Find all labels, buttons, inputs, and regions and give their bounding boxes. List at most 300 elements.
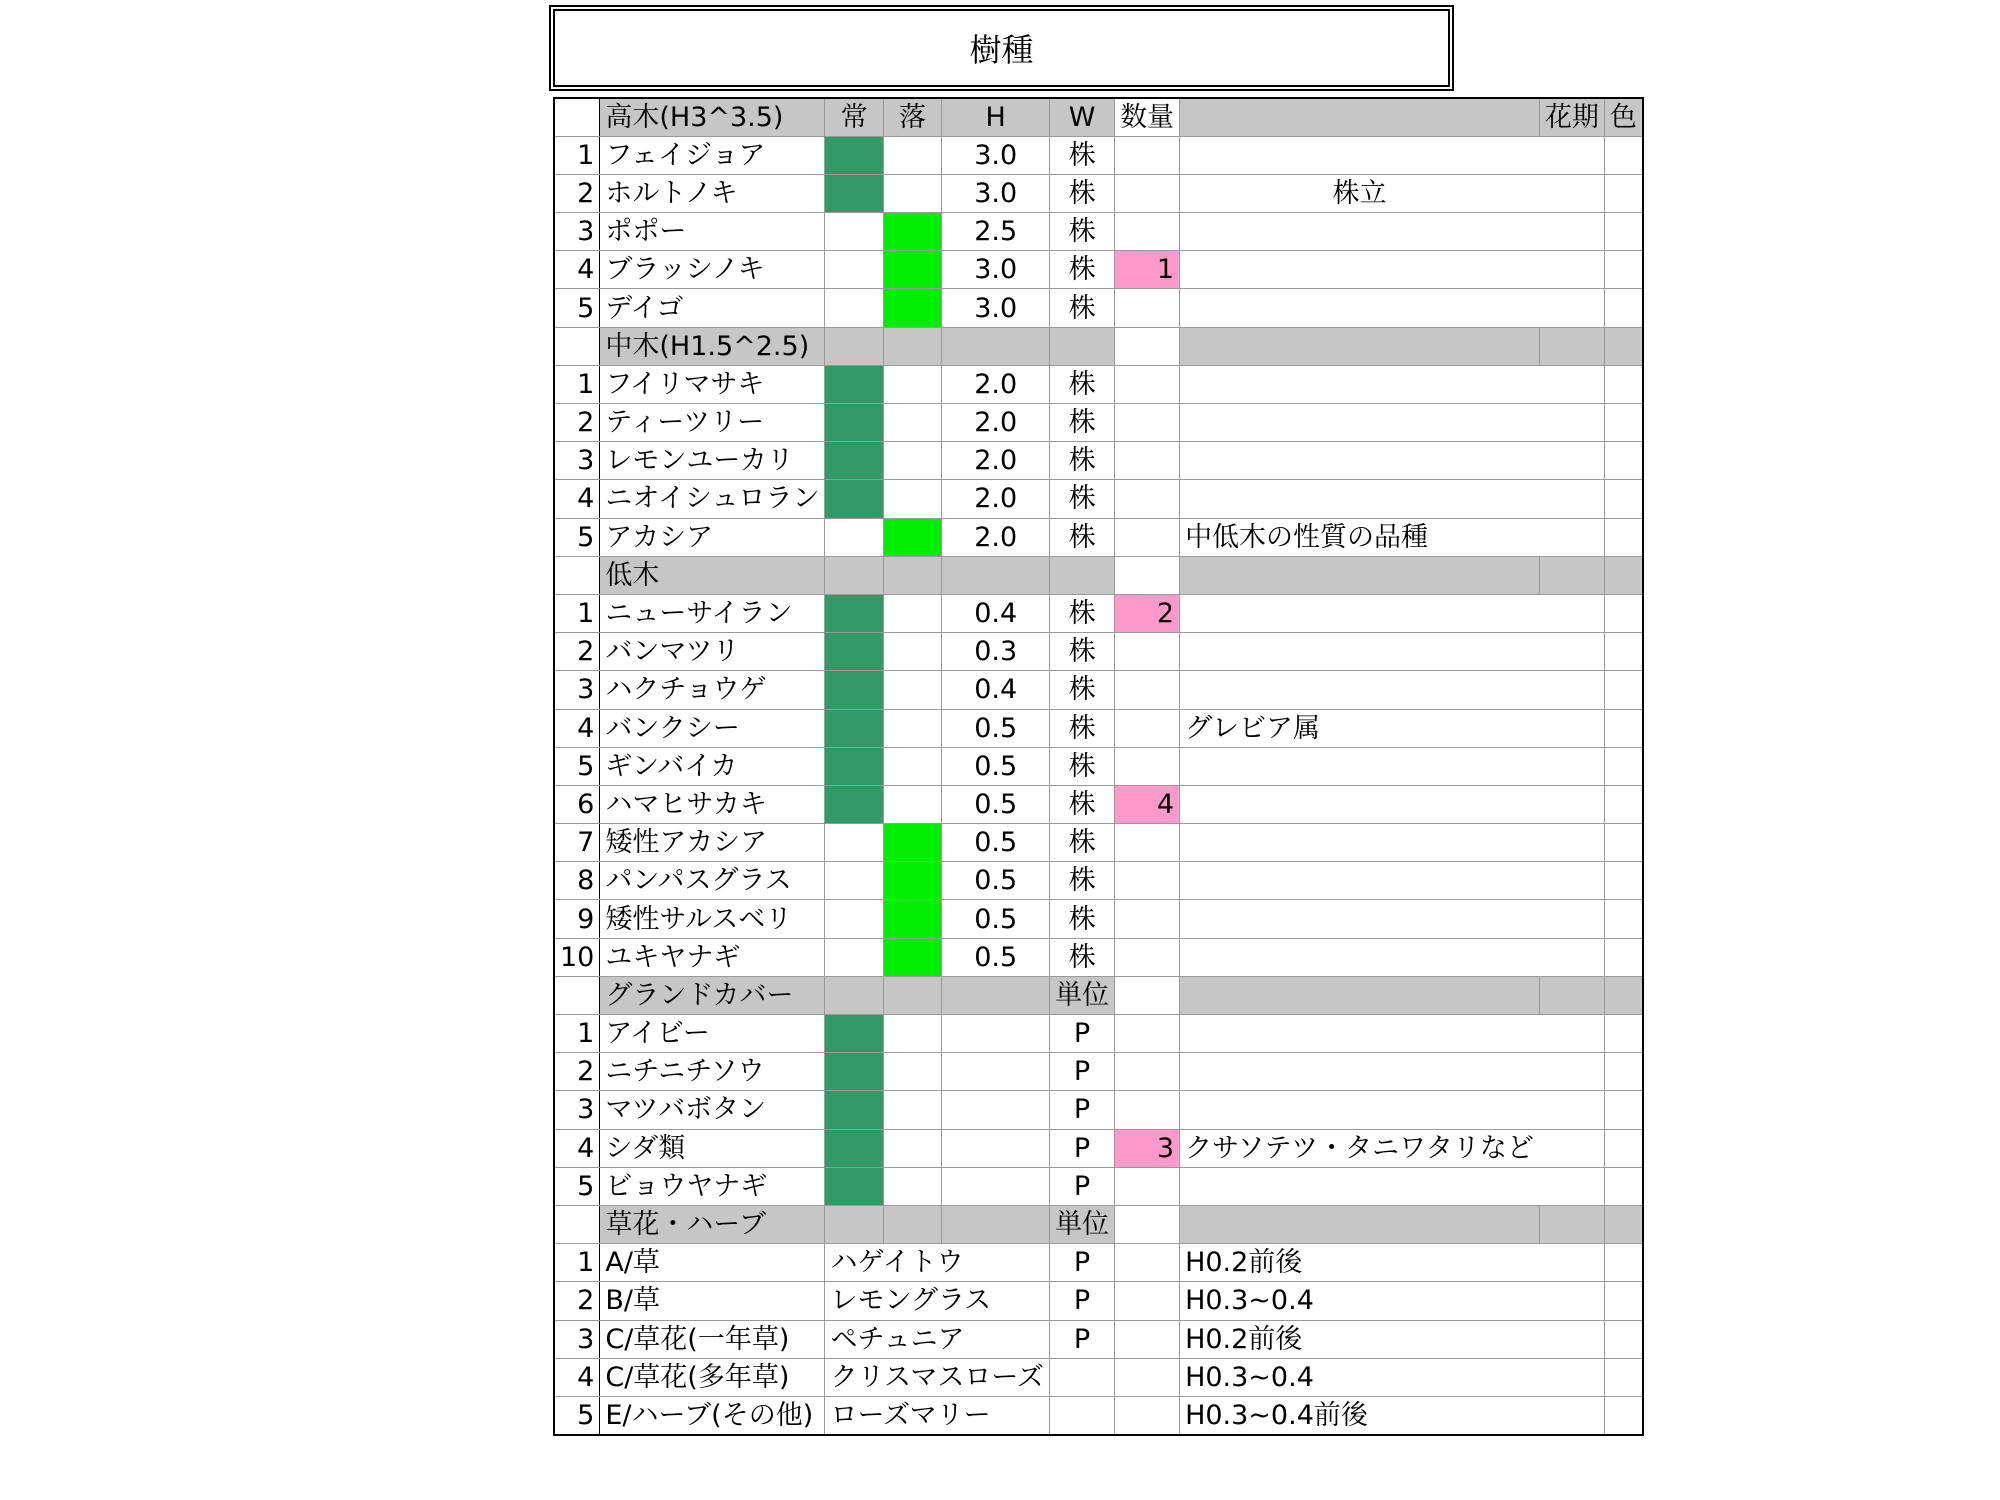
quantity-cell[interactable] bbox=[1115, 365, 1180, 403]
quantity-cell[interactable] bbox=[1115, 709, 1180, 747]
variety-cell[interactable]: ペチュニア bbox=[825, 1320, 1050, 1358]
color-cell[interactable] bbox=[1604, 1358, 1643, 1396]
color-cell[interactable] bbox=[1604, 1167, 1643, 1205]
quantity-cell[interactable] bbox=[1115, 1320, 1180, 1358]
section-name-cell[interactable]: 中木(H1.5^2.5) bbox=[600, 327, 825, 365]
note-cell[interactable] bbox=[1180, 1320, 1540, 1358]
deciduous-header-cell[interactable] bbox=[883, 1205, 941, 1243]
deciduous-cell[interactable] bbox=[883, 785, 941, 823]
note-cell[interactable] bbox=[1180, 1091, 1540, 1129]
quantity-cell[interactable] bbox=[1115, 1358, 1180, 1396]
quantity-cell[interactable] bbox=[1115, 938, 1180, 976]
plant-name-cell[interactable]: ニチニチソウ bbox=[600, 1053, 825, 1091]
row-number-cell[interactable]: 4 bbox=[554, 709, 600, 747]
height-header-cell[interactable]: H bbox=[942, 98, 1050, 136]
unit-cell[interactable] bbox=[1050, 1358, 1115, 1396]
quantity-cell[interactable] bbox=[1115, 442, 1180, 480]
bloom-cell[interactable] bbox=[1539, 365, 1604, 403]
color-cell[interactable] bbox=[1604, 442, 1643, 480]
quantity-header-cell[interactable] bbox=[1115, 556, 1180, 594]
row-number-cell[interactable]: 4 bbox=[554, 480, 600, 518]
deciduous-cell[interactable] bbox=[883, 671, 941, 709]
deciduous-cell[interactable] bbox=[883, 251, 941, 289]
deciduous-cell[interactable] bbox=[883, 1129, 941, 1167]
row-number-cell[interactable]: 4 bbox=[554, 1358, 600, 1396]
deciduous-cell[interactable] bbox=[883, 1053, 941, 1091]
evergreen-cell[interactable] bbox=[825, 404, 883, 442]
index-cell[interactable] bbox=[554, 1205, 600, 1243]
quantity-header-cell[interactable]: 数量 bbox=[1115, 98, 1180, 136]
note-header-cell[interactable] bbox=[1180, 556, 1540, 594]
note-cell[interactable] bbox=[1180, 1053, 1540, 1091]
quantity-cell[interactable] bbox=[1115, 480, 1180, 518]
plant-name-cell[interactable]: ティーツリー bbox=[600, 404, 825, 442]
bloom-cell[interactable] bbox=[1539, 442, 1604, 480]
evergreen-cell[interactable] bbox=[825, 174, 883, 212]
width-cell[interactable]: 株 bbox=[1050, 671, 1115, 709]
height-header-cell[interactable] bbox=[942, 976, 1050, 1014]
width-cell[interactable]: 株 bbox=[1050, 862, 1115, 900]
row-number-cell[interactable]: 5 bbox=[554, 747, 600, 785]
variety-cell[interactable]: ハゲイトウ bbox=[825, 1244, 1050, 1282]
note-cell[interactable] bbox=[1180, 480, 1540, 518]
color-cell[interactable] bbox=[1604, 671, 1643, 709]
unit-cell[interactable]: P bbox=[1050, 1244, 1115, 1282]
evergreen-cell[interactable] bbox=[825, 900, 883, 938]
quantity-cell[interactable] bbox=[1115, 1053, 1180, 1091]
height-cell[interactable]: 0.5 bbox=[942, 785, 1050, 823]
color-cell[interactable] bbox=[1604, 518, 1643, 556]
unit-header-cell[interactable]: 単位 bbox=[1050, 1205, 1115, 1243]
bloom-cell[interactable] bbox=[1539, 1129, 1604, 1167]
unit-header-cell[interactable]: 単位 bbox=[1050, 976, 1115, 1014]
deciduous-cell[interactable] bbox=[883, 213, 941, 251]
color-cell[interactable] bbox=[1604, 213, 1643, 251]
note-cell[interactable] bbox=[1180, 1129, 1540, 1167]
width-cell[interactable]: 株 bbox=[1050, 213, 1115, 251]
quantity-cell[interactable] bbox=[1115, 824, 1180, 862]
bloom-cell[interactable] bbox=[1539, 174, 1604, 212]
bloom-cell[interactable] bbox=[1539, 136, 1604, 174]
color-cell[interactable] bbox=[1604, 365, 1643, 403]
row-number-cell[interactable]: 8 bbox=[554, 862, 600, 900]
bloom-cell[interactable] bbox=[1539, 1396, 1604, 1434]
color-cell[interactable] bbox=[1604, 709, 1643, 747]
height-cell[interactable]: 0.5 bbox=[942, 900, 1050, 938]
row-number-cell[interactable]: 9 bbox=[554, 900, 600, 938]
color-cell[interactable] bbox=[1604, 1129, 1643, 1167]
height-cell[interactable]: 0.5 bbox=[942, 747, 1050, 785]
width-header-cell[interactable]: W bbox=[1050, 98, 1115, 136]
plant-name-cell[interactable]: レモンユーカリ bbox=[600, 442, 825, 480]
height-cell[interactable] bbox=[942, 1129, 1050, 1167]
note-cell[interactable] bbox=[1180, 594, 1540, 632]
evergreen-cell[interactable] bbox=[825, 633, 883, 671]
height-cell[interactable]: 2.0 bbox=[942, 518, 1050, 556]
section-name-cell[interactable]: 低木 bbox=[600, 556, 825, 594]
note-cell[interactable] bbox=[1180, 900, 1540, 938]
height-cell[interactable]: 3.0 bbox=[942, 174, 1050, 212]
width-cell[interactable]: 株 bbox=[1050, 251, 1115, 289]
note-cell[interactable] bbox=[1180, 862, 1540, 900]
plant-name-cell[interactable]: 矮性サルスベリ bbox=[600, 900, 825, 938]
deciduous-cell[interactable] bbox=[883, 1091, 941, 1129]
width-cell[interactable]: 株 bbox=[1050, 709, 1115, 747]
deciduous-header-cell[interactable] bbox=[883, 976, 941, 1014]
plant-name-cell[interactable]: E/ハーブ(その他) bbox=[600, 1396, 825, 1434]
row-number-cell[interactable]: 1 bbox=[554, 1015, 600, 1053]
plant-name-cell[interactable]: アカシア bbox=[600, 518, 825, 556]
color-cell[interactable] bbox=[1604, 1282, 1643, 1320]
color-cell[interactable] bbox=[1604, 1244, 1643, 1282]
color-header-cell[interactable] bbox=[1604, 976, 1643, 1014]
evergreen-header-cell[interactable]: 常 bbox=[825, 98, 883, 136]
row-number-cell[interactable]: 5 bbox=[554, 289, 600, 327]
color-cell[interactable] bbox=[1604, 289, 1643, 327]
deciduous-cell[interactable] bbox=[883, 747, 941, 785]
color-cell[interactable] bbox=[1604, 404, 1643, 442]
evergreen-cell[interactable] bbox=[825, 824, 883, 862]
width-cell[interactable]: 株 bbox=[1050, 594, 1115, 632]
note-cell[interactable] bbox=[1180, 251, 1540, 289]
quantity-cell[interactable] bbox=[1115, 213, 1180, 251]
note-cell[interactable] bbox=[1180, 1358, 1540, 1396]
evergreen-cell[interactable] bbox=[825, 671, 883, 709]
note-cell[interactable] bbox=[1180, 442, 1540, 480]
width-cell[interactable]: 株 bbox=[1050, 938, 1115, 976]
bloom-cell[interactable] bbox=[1539, 1320, 1604, 1358]
plant-name-cell[interactable]: C/草花(多年草) bbox=[600, 1358, 825, 1396]
plant-name-cell[interactable]: ニオイシュロラン bbox=[600, 480, 825, 518]
width-cell[interactable]: 株 bbox=[1050, 747, 1115, 785]
bloom-cell[interactable] bbox=[1539, 251, 1604, 289]
quantity-cell[interactable] bbox=[1115, 1167, 1180, 1205]
row-number-cell[interactable]: 3 bbox=[554, 1091, 600, 1129]
row-number-cell[interactable]: 4 bbox=[554, 251, 600, 289]
evergreen-cell[interactable] bbox=[825, 442, 883, 480]
height-header-cell[interactable] bbox=[942, 327, 1050, 365]
deciduous-cell[interactable] bbox=[883, 289, 941, 327]
bloom-cell[interactable] bbox=[1539, 900, 1604, 938]
note-cell[interactable] bbox=[1180, 785, 1540, 823]
index-cell[interactable] bbox=[554, 98, 600, 136]
color-header-cell[interactable]: 色 bbox=[1604, 98, 1643, 136]
height-cell[interactable]: 2.0 bbox=[942, 404, 1050, 442]
deciduous-cell[interactable] bbox=[883, 518, 941, 556]
width-cell[interactable]: 株 bbox=[1050, 442, 1115, 480]
row-number-cell[interactable]: 1 bbox=[554, 594, 600, 632]
note-cell[interactable] bbox=[1180, 938, 1540, 976]
note-cell[interactable] bbox=[1180, 365, 1540, 403]
height-cell[interactable] bbox=[942, 1053, 1050, 1091]
width-cell[interactable]: 株 bbox=[1050, 480, 1115, 518]
color-cell[interactable] bbox=[1604, 1396, 1643, 1434]
variety-cell[interactable]: レモングラス bbox=[825, 1282, 1050, 1320]
plant-name-cell[interactable]: アイビー bbox=[600, 1015, 825, 1053]
width-cell[interactable]: P bbox=[1050, 1129, 1115, 1167]
color-cell[interactable] bbox=[1604, 1091, 1643, 1129]
note-cell[interactable] bbox=[1180, 136, 1540, 174]
evergreen-cell[interactable] bbox=[825, 289, 883, 327]
index-cell[interactable] bbox=[554, 976, 600, 1014]
height-cell[interactable]: 3.0 bbox=[942, 251, 1050, 289]
plant-name-cell[interactable]: デイゴ bbox=[600, 289, 825, 327]
section-name-cell[interactable]: 高木(H3^3.5) bbox=[600, 98, 825, 136]
bloom-cell[interactable] bbox=[1539, 1244, 1604, 1282]
bloom-cell[interactable] bbox=[1539, 1053, 1604, 1091]
note-header-cell[interactable] bbox=[1180, 98, 1540, 136]
note-cell[interactable] bbox=[1180, 1167, 1540, 1205]
deciduous-cell[interactable] bbox=[883, 900, 941, 938]
evergreen-cell[interactable] bbox=[825, 213, 883, 251]
bloom-header-cell[interactable] bbox=[1539, 327, 1604, 365]
evergreen-cell[interactable] bbox=[825, 1015, 883, 1053]
note-cell[interactable] bbox=[1180, 747, 1540, 785]
width-cell[interactable]: P bbox=[1050, 1053, 1115, 1091]
plant-name-cell[interactable]: ホルトノキ bbox=[600, 174, 825, 212]
plant-name-cell[interactable]: C/草花(一年草) bbox=[600, 1320, 825, 1358]
note-cell[interactable] bbox=[1180, 289, 1540, 327]
index-cell[interactable] bbox=[554, 556, 600, 594]
bloom-header-cell[interactable]: 花期 bbox=[1539, 98, 1604, 136]
bloom-cell[interactable] bbox=[1539, 404, 1604, 442]
color-header-cell[interactable] bbox=[1604, 556, 1643, 594]
plant-name-cell[interactable]: ハマヒサカキ bbox=[600, 785, 825, 823]
plant-name-cell[interactable]: ニューサイラン bbox=[600, 594, 825, 632]
width-cell[interactable]: 株 bbox=[1050, 136, 1115, 174]
unit-header-cell[interactable] bbox=[1050, 327, 1115, 365]
quantity-cell[interactable] bbox=[1115, 289, 1180, 327]
color-cell[interactable] bbox=[1604, 1320, 1643, 1358]
row-number-cell[interactable]: 5 bbox=[554, 518, 600, 556]
evergreen-cell[interactable] bbox=[825, 365, 883, 403]
deciduous-cell[interactable] bbox=[883, 633, 941, 671]
bloom-cell[interactable] bbox=[1539, 938, 1604, 976]
bloom-header-cell[interactable] bbox=[1539, 976, 1604, 1014]
note-cell[interactable] bbox=[1180, 518, 1540, 556]
note-cell[interactable] bbox=[1180, 1282, 1540, 1320]
row-number-cell[interactable]: 2 bbox=[554, 404, 600, 442]
bloom-cell[interactable] bbox=[1539, 824, 1604, 862]
quantity-cell[interactable]: 3 bbox=[1115, 1129, 1180, 1167]
quantity-cell[interactable] bbox=[1115, 518, 1180, 556]
row-number-cell[interactable]: 3 bbox=[554, 442, 600, 480]
note-header-cell[interactable] bbox=[1180, 976, 1540, 1014]
width-cell[interactable]: 株 bbox=[1050, 289, 1115, 327]
evergreen-cell[interactable] bbox=[825, 1053, 883, 1091]
row-number-cell[interactable]: 1 bbox=[554, 365, 600, 403]
plant-name-cell[interactable]: バンマツリ bbox=[600, 633, 825, 671]
width-cell[interactable]: P bbox=[1050, 1015, 1115, 1053]
bloom-cell[interactable] bbox=[1539, 213, 1604, 251]
unit-cell[interactable]: P bbox=[1050, 1282, 1115, 1320]
plant-name-cell[interactable]: B/草 bbox=[600, 1282, 825, 1320]
unit-cell[interactable] bbox=[1050, 1396, 1115, 1434]
evergreen-cell[interactable] bbox=[825, 747, 883, 785]
variety-cell[interactable]: ローズマリー bbox=[825, 1396, 1050, 1434]
evergreen-header-cell[interactable] bbox=[825, 556, 883, 594]
row-number-cell[interactable]: 2 bbox=[554, 1053, 600, 1091]
note-cell[interactable] bbox=[1180, 174, 1540, 212]
bloom-cell[interactable] bbox=[1539, 1282, 1604, 1320]
width-cell[interactable]: 株 bbox=[1050, 365, 1115, 403]
height-cell[interactable]: 0.5 bbox=[942, 938, 1050, 976]
plant-name-cell[interactable]: A/草 bbox=[600, 1244, 825, 1282]
index-cell[interactable] bbox=[554, 327, 600, 365]
evergreen-cell[interactable] bbox=[825, 938, 883, 976]
height-cell[interactable] bbox=[942, 1091, 1050, 1129]
quantity-header-cell[interactable] bbox=[1115, 1205, 1180, 1243]
plant-name-cell[interactable]: パンパスグラス bbox=[600, 862, 825, 900]
quantity-cell[interactable] bbox=[1115, 1396, 1180, 1434]
color-cell[interactable] bbox=[1604, 938, 1643, 976]
variety-cell[interactable]: クリスマスローズ bbox=[825, 1358, 1050, 1396]
note-cell[interactable] bbox=[1180, 213, 1540, 251]
evergreen-header-cell[interactable] bbox=[825, 976, 883, 1014]
color-cell[interactable] bbox=[1604, 480, 1643, 518]
note-cell[interactable] bbox=[1180, 633, 1540, 671]
evergreen-cell[interactable] bbox=[825, 709, 883, 747]
bloom-cell[interactable] bbox=[1539, 785, 1604, 823]
color-cell[interactable] bbox=[1604, 136, 1643, 174]
evergreen-cell[interactable] bbox=[825, 251, 883, 289]
width-cell[interactable]: 株 bbox=[1050, 404, 1115, 442]
plant-name-cell[interactable]: ハクチョウゲ bbox=[600, 671, 825, 709]
row-number-cell[interactable]: 5 bbox=[554, 1396, 600, 1434]
deciduous-cell[interactable] bbox=[883, 480, 941, 518]
quantity-header-cell[interactable] bbox=[1115, 327, 1180, 365]
row-number-cell[interactable]: 3 bbox=[554, 1320, 600, 1358]
height-header-cell[interactable] bbox=[942, 556, 1050, 594]
deciduous-cell[interactable] bbox=[883, 1015, 941, 1053]
quantity-cell[interactable] bbox=[1115, 900, 1180, 938]
bloom-cell[interactable] bbox=[1539, 747, 1604, 785]
bloom-header-cell[interactable] bbox=[1539, 1205, 1604, 1243]
row-number-cell[interactable]: 1 bbox=[554, 1244, 600, 1282]
quantity-cell[interactable] bbox=[1115, 633, 1180, 671]
note-cell[interactable] bbox=[1180, 709, 1540, 747]
row-number-cell[interactable]: 5 bbox=[554, 1167, 600, 1205]
deciduous-header-cell[interactable]: 落 bbox=[883, 98, 941, 136]
plant-name-cell[interactable]: 矮性アカシア bbox=[600, 824, 825, 862]
height-cell[interactable]: 3.0 bbox=[942, 289, 1050, 327]
deciduous-cell[interactable] bbox=[883, 442, 941, 480]
quantity-cell[interactable] bbox=[1115, 136, 1180, 174]
quantity-cell[interactable] bbox=[1115, 1091, 1180, 1129]
evergreen-cell[interactable] bbox=[825, 518, 883, 556]
bloom-cell[interactable] bbox=[1539, 480, 1604, 518]
bloom-cell[interactable] bbox=[1539, 518, 1604, 556]
plant-name-cell[interactable]: ビョウヤナギ bbox=[600, 1167, 825, 1205]
bloom-cell[interactable] bbox=[1539, 1015, 1604, 1053]
evergreen-cell[interactable] bbox=[825, 136, 883, 174]
quantity-cell[interactable] bbox=[1115, 1015, 1180, 1053]
color-cell[interactable] bbox=[1604, 747, 1643, 785]
plant-name-cell[interactable]: ユキヤナギ bbox=[600, 938, 825, 976]
quantity-cell[interactable] bbox=[1115, 862, 1180, 900]
width-cell[interactable]: 株 bbox=[1050, 518, 1115, 556]
quantity-cell[interactable] bbox=[1115, 404, 1180, 442]
quantity-cell[interactable] bbox=[1115, 747, 1180, 785]
quantity-cell[interactable]: 1 bbox=[1115, 251, 1180, 289]
width-cell[interactable]: 株 bbox=[1050, 174, 1115, 212]
color-cell[interactable] bbox=[1604, 633, 1643, 671]
deciduous-cell[interactable] bbox=[883, 824, 941, 862]
note-cell[interactable] bbox=[1180, 824, 1540, 862]
color-header-cell[interactable] bbox=[1604, 327, 1643, 365]
evergreen-cell[interactable] bbox=[825, 594, 883, 632]
quantity-header-cell[interactable] bbox=[1115, 976, 1180, 1014]
row-number-cell[interactable]: 2 bbox=[554, 174, 600, 212]
row-number-cell[interactable]: 3 bbox=[554, 671, 600, 709]
width-cell[interactable]: P bbox=[1050, 1091, 1115, 1129]
color-cell[interactable] bbox=[1604, 251, 1643, 289]
row-number-cell[interactable]: 10 bbox=[554, 938, 600, 976]
quantity-cell[interactable]: 4 bbox=[1115, 785, 1180, 823]
height-cell[interactable]: 2.0 bbox=[942, 442, 1050, 480]
unit-cell[interactable]: P bbox=[1050, 1320, 1115, 1358]
evergreen-cell[interactable] bbox=[825, 862, 883, 900]
bloom-cell[interactable] bbox=[1539, 633, 1604, 671]
plant-name-cell[interactable]: ギンバイカ bbox=[600, 747, 825, 785]
plant-name-cell[interactable]: バンクシー bbox=[600, 709, 825, 747]
evergreen-header-cell[interactable] bbox=[825, 327, 883, 365]
deciduous-cell[interactable] bbox=[883, 136, 941, 174]
color-cell[interactable] bbox=[1604, 900, 1643, 938]
plant-name-cell[interactable]: フイリマサキ bbox=[600, 365, 825, 403]
height-cell[interactable]: 0.5 bbox=[942, 862, 1050, 900]
height-cell[interactable]: 3.0 bbox=[942, 136, 1050, 174]
width-cell[interactable]: P bbox=[1050, 1167, 1115, 1205]
section-name-cell[interactable]: 草花・ハーブ bbox=[600, 1205, 825, 1243]
row-number-cell[interactable]: 3 bbox=[554, 213, 600, 251]
plant-name-cell[interactable]: ポポー bbox=[600, 213, 825, 251]
evergreen-cell[interactable] bbox=[825, 1091, 883, 1129]
quantity-cell[interactable] bbox=[1115, 174, 1180, 212]
height-cell[interactable]: 0.3 bbox=[942, 633, 1050, 671]
row-number-cell[interactable]: 7 bbox=[554, 824, 600, 862]
bloom-cell[interactable] bbox=[1539, 709, 1604, 747]
height-cell[interactable] bbox=[942, 1015, 1050, 1053]
evergreen-cell[interactable] bbox=[825, 1129, 883, 1167]
bloom-cell[interactable] bbox=[1539, 1167, 1604, 1205]
quantity-cell[interactable] bbox=[1115, 671, 1180, 709]
deciduous-cell[interactable] bbox=[883, 709, 941, 747]
row-number-cell[interactable]: 1 bbox=[554, 136, 600, 174]
color-cell[interactable] bbox=[1604, 174, 1643, 212]
deciduous-cell[interactable] bbox=[883, 174, 941, 212]
note-cell[interactable] bbox=[1180, 404, 1540, 442]
deciduous-cell[interactable] bbox=[883, 938, 941, 976]
bloom-cell[interactable] bbox=[1539, 671, 1604, 709]
row-number-cell[interactable]: 2 bbox=[554, 1282, 600, 1320]
plant-name-cell[interactable]: ブラッシノキ bbox=[600, 251, 825, 289]
unit-header-cell[interactable] bbox=[1050, 556, 1115, 594]
plant-name-cell[interactable]: シダ類 bbox=[600, 1129, 825, 1167]
width-cell[interactable]: 株 bbox=[1050, 900, 1115, 938]
color-cell[interactable] bbox=[1604, 1015, 1643, 1053]
bloom-cell[interactable] bbox=[1539, 1358, 1604, 1396]
note-cell[interactable] bbox=[1180, 1244, 1540, 1282]
quantity-cell[interactable] bbox=[1115, 1282, 1180, 1320]
note-cell[interactable] bbox=[1180, 1396, 1540, 1434]
height-cell[interactable]: 2.0 bbox=[942, 480, 1050, 518]
width-cell[interactable]: 株 bbox=[1050, 785, 1115, 823]
color-cell[interactable] bbox=[1604, 785, 1643, 823]
quantity-cell[interactable]: 2 bbox=[1115, 594, 1180, 632]
bloom-cell[interactable] bbox=[1539, 289, 1604, 327]
row-number-cell[interactable]: 6 bbox=[554, 785, 600, 823]
